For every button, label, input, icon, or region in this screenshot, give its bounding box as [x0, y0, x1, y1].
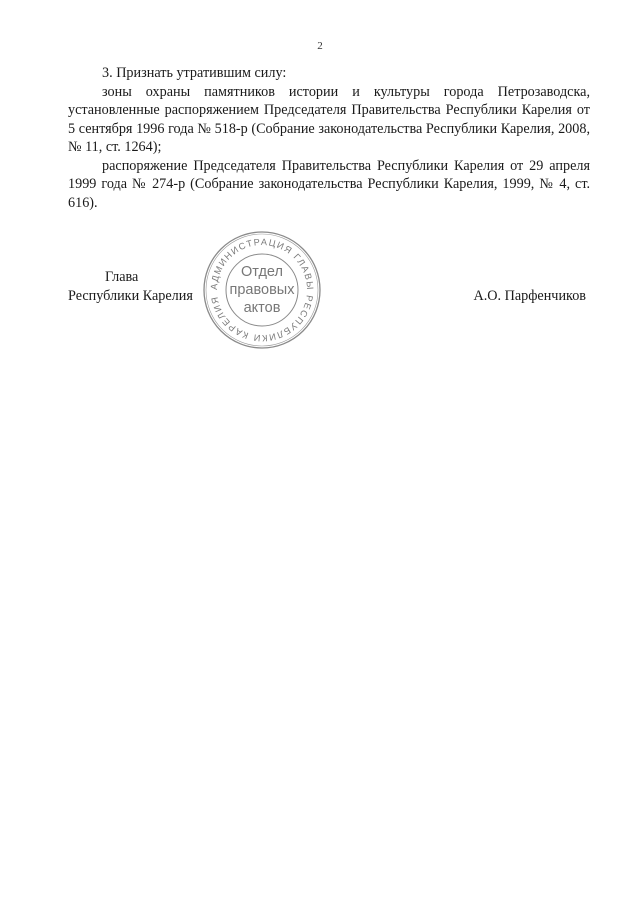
paragraph-order-274: распоряжение Председателя Правительства Республики Карелия от 29 апреля 1999 года № 274-р (Собрание законодательства Республики Карелия, 1999, № 4, ст. 616).: [68, 157, 590, 211]
official-stamp: [200, 228, 324, 352]
stamp-ring-text: АДМИНИСТРАЦИЯ ГЛАВЫ РЕСПУБЛИКИ КАРЕЛИЯ: [208, 236, 316, 344]
signatory-name: А.О. Парфенчиков: [473, 288, 586, 304]
signatory-title-line1: Глава: [105, 269, 139, 285]
paragraph-item-3: 3. Признать утратившим силу:: [102, 65, 287, 81]
page-number: 2: [317, 40, 323, 52]
document-body: [68, 64, 590, 212]
stamp-line2: правовых: [229, 282, 295, 298]
paragraph-monument-zones: зоны охраны памятников истории и культуры города Петрозаводска, установленные распоряжением Председателя Правительства Республики Карелия от 5 сентября 1996 года № 518-р (Собрание законодательства Республики Карелия, 2008, № 11, ст. 1264);: [68, 83, 590, 155]
signatory-title: [68, 268, 193, 306]
stamp-line1: Отдел: [241, 264, 283, 280]
stamp-line3: актов: [243, 300, 281, 316]
signatory-title-line2: Республики Карелия: [68, 288, 193, 304]
